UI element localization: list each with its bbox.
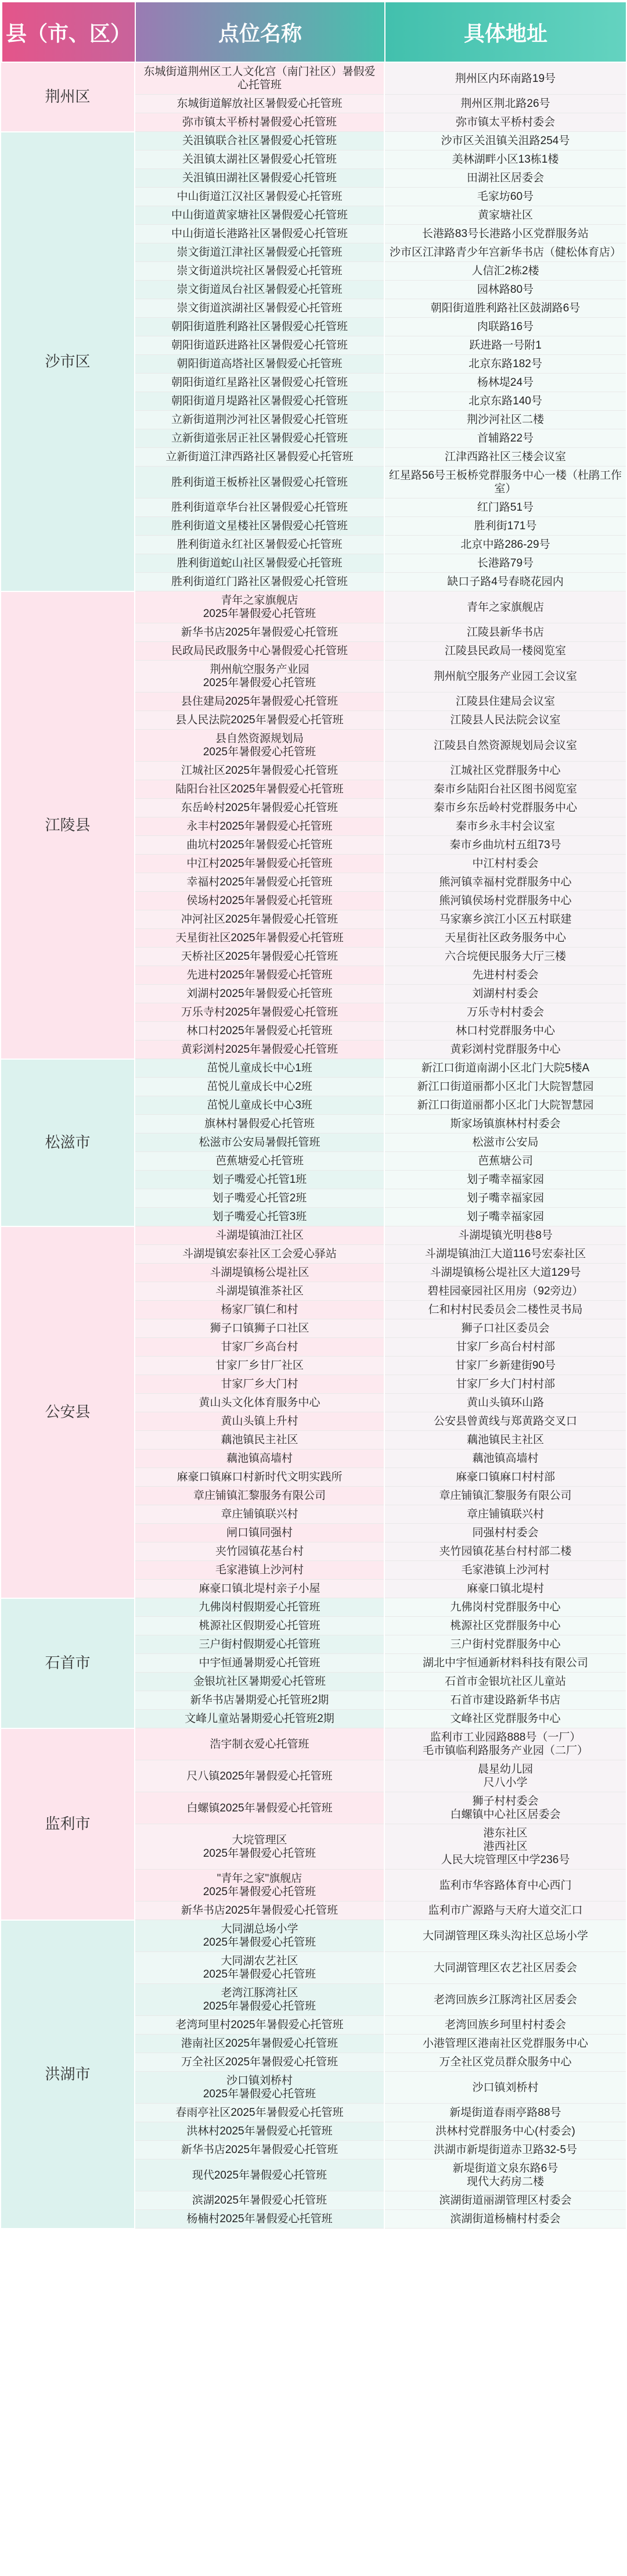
site-name-cell: "青年之家"旗舰店 2025年暑假爱心托管班	[135, 1870, 384, 1901]
address-cell: 秦市乡东岳岭村党群服务中心	[384, 799, 626, 817]
site-name-cell: 港南社区2025年暑假爱心托管班	[135, 2035, 384, 2053]
site-name-cell: 东城街道解放社区暑假爱心托管班	[135, 95, 384, 113]
address-cell: 万全社区党员群众服务中心	[384, 2053, 626, 2072]
address-cell: 江陵县人民法院会议室	[384, 711, 626, 730]
site-name-cell: 胜利街道蛇山社区暑假爱心托管班	[135, 554, 384, 573]
address-cell: 洪湖市新堤街道赤卫路32-5号	[384, 2141, 626, 2159]
address-cell: 洪林村党群服务中心(村委会)	[384, 2122, 626, 2141]
county-group	[1, 1059, 626, 1226]
county-group	[1, 591, 626, 1059]
address-cell: 甘家厂乡高台村村部	[384, 1338, 626, 1357]
address-cell: 江陵县新华书店	[384, 623, 626, 642]
county-cell: 松滋市	[1, 1059, 135, 1226]
address-cell: 麻豪口镇麻口村村部	[384, 1468, 626, 1487]
address-cell: 中江村村委会	[384, 855, 626, 873]
site-name-cell: 崇文街道江津社区暑假爱心托管班	[135, 243, 384, 262]
site-name-cell: 胜利街道红门路社区暑假爱心托管班	[135, 573, 384, 591]
site-name-cell: 立新街道张居正社区暑假爱心托管班	[135, 429, 384, 448]
address-cell: 石首市建设路新华书店	[384, 1691, 626, 1710]
county-group	[1, 132, 626, 591]
county-group	[1, 1598, 626, 1728]
county-cell: 石首市	[1, 1598, 135, 1728]
header-name: 点位名称	[135, 2, 385, 62]
address-cell: 斯家场镇旗林村村委会	[384, 1115, 626, 1133]
summer-care-table-body	[1, 63, 626, 2229]
county-cell: 江陵县	[1, 591, 135, 1059]
site-name-cell: 胜利街道王板桥社区暑假爱心托管班	[135, 467, 384, 498]
address-cell: 港东社区 港西社区 人民大垸管理区中学236号	[384, 1824, 626, 1870]
address-cell: 同强村村委会	[384, 1524, 626, 1542]
county-cell: 洪湖市	[1, 1920, 135, 2229]
address-cell: 沙市区江津路青少年宫新华书店（健松体育店）	[384, 243, 626, 262]
site-name-cell: 藕池镇民主社区	[135, 1431, 384, 1450]
table-row	[1, 63, 626, 95]
page	[1, 1, 626, 2229]
site-name-cell: 关沮镇联合社区暑假爱心托管班	[135, 132, 384, 150]
address-cell: 老湾回族乡江豚湾社区居委会	[384, 1984, 626, 2016]
site-name-cell: 麻豪口镇北堤村亲子小屋	[135, 1580, 384, 1598]
site-name-cell: 黄山头镇上升村	[135, 1412, 384, 1431]
site-name-cell: 麻豪口镇麻口村新时代文明实践所	[135, 1468, 384, 1487]
site-name-cell: 九佛岗村假期爱心托管班	[135, 1598, 384, 1617]
site-name-cell: 闸口镇同强村	[135, 1524, 384, 1542]
address-cell: 新江口街道南湖小区北门大院5楼A	[384, 1059, 626, 1078]
address-cell: 石首市金银坑社区儿童站	[384, 1673, 626, 1691]
site-name-cell: 斗湖堤镇宏泰社区工会爱心驿站	[135, 1245, 384, 1264]
address-cell: 首辅路22号	[384, 429, 626, 448]
address-cell: 夹竹园镇花基台村村部二楼	[384, 1542, 626, 1561]
address-cell: 藕池镇民主社区	[384, 1431, 626, 1450]
address-cell: 三户街村党群服务中心	[384, 1635, 626, 1654]
address-cell: 跃进路一号附1	[384, 336, 626, 355]
address-cell: 熊河镇幸福村党群服务中心	[384, 873, 626, 892]
address-cell: 斗湖堤镇油江大道116号宏泰社区	[384, 1245, 626, 1264]
site-name-cell: 茁悦儿童成长中心3班	[135, 1096, 384, 1115]
address-cell: 小港管理区港南社区党群服务中心	[384, 2035, 626, 2053]
address-cell: 划子嘴幸福家园	[384, 1208, 626, 1226]
site-name-cell: 新华书店暑期爱心托管班2期	[135, 1691, 384, 1710]
address-cell: 熊河镇侯场村党群服务中心	[384, 892, 626, 910]
site-name-cell: 县人民法院2025年暑假爱心托管班	[135, 711, 384, 730]
address-cell: 北京东路182号	[384, 355, 626, 374]
site-name-cell: 朝阳街道红星路社区暑假爱心托管班	[135, 374, 384, 392]
site-name-cell: 狮子口镇狮子口社区	[135, 1319, 384, 1338]
site-name-cell: 民政局民政服务中心暑假爱心托管班	[135, 642, 384, 661]
site-name-cell: 洪林村2025年暑假爱心托管班	[135, 2122, 384, 2141]
address-cell: 北京东路140号	[384, 392, 626, 411]
address-cell: 新堤街道春雨亭路88号	[384, 2104, 626, 2122]
address-cell: 狮子口社区委员会	[384, 1319, 626, 1338]
county-cell: 公安县	[1, 1226, 135, 1598]
address-cell: 田湖社区居委会	[384, 169, 626, 188]
site-name-cell: 天星街社区2025年暑假爱心托管班	[135, 929, 384, 948]
site-name-cell: 大同湖总场小学 2025年暑假爱心托管班	[135, 1920, 384, 1952]
address-cell: 九佛岗村党群服务中心	[384, 1598, 626, 1617]
site-name-cell: 荆州航空服务产业园 2025年暑假爱心托管班	[135, 661, 384, 693]
summer-care-table	[1, 1, 627, 63]
address-cell: 新江口街道丽都小区北门大院智慧园	[384, 1078, 626, 1096]
site-name-cell: 章庄铺镇汇黎服务有限公司	[135, 1487, 384, 1505]
site-name-cell: 立新街道荆沙河社区暑假爱心托管班	[135, 411, 384, 429]
address-cell: 沙市区关沮镇关沮路254号	[384, 132, 626, 150]
address-cell: 毛家坊60号	[384, 188, 626, 206]
site-name-cell: 茁悦儿童成长中心2班	[135, 1078, 384, 1096]
site-name-cell: 黄彩浏村2025年暑假爱心托管班	[135, 1041, 384, 1059]
site-name-cell: 中江村2025年暑假爱心托管班	[135, 855, 384, 873]
address-cell: 老湾回族乡珂里村村委会	[384, 2016, 626, 2035]
address-cell: 朝阳街道胜利路社区鼓湖路6号	[384, 299, 626, 318]
address-cell: 斗湖堤镇光明巷8号	[384, 1226, 626, 1245]
address-cell: 湖北中宇恒通新材料科技有限公司	[384, 1654, 626, 1673]
address-cell: 人信汇2栋2楼	[384, 262, 626, 281]
address-cell: 文峰社区党群服务中心	[384, 1710, 626, 1728]
site-name-cell: 大同湖农艺社区 2025年暑假爱心托管班	[135, 1952, 384, 1984]
site-name-cell: 关沮镇太湖社区暑假爱心托管班	[135, 150, 384, 169]
address-cell: 藕池镇高墙村	[384, 1450, 626, 1468]
site-name-cell: 大垸管理区 2025年暑假爱心托管班	[135, 1824, 384, 1870]
address-cell: 红星路56号王板桥党群服务中心一楼（杜鹃工作室）	[384, 467, 626, 498]
site-name-cell: 中宇恒通暑期爱心托管班	[135, 1654, 384, 1673]
site-name-cell: 藕池镇高墙村	[135, 1450, 384, 1468]
site-name-cell: 江城社区2025年暑假爱心托管班	[135, 762, 384, 780]
site-name-cell: 桃源社区假期爱心托管班	[135, 1617, 384, 1635]
address-cell: 碧桂园豪园社区用房（92旁边）	[384, 1282, 626, 1301]
address-cell: 滨湖街道杨楠村村委会	[384, 2210, 626, 2229]
table-row	[1, 1226, 626, 1245]
site-name-cell: 文峰儿童站暑期爱心托管班2期	[135, 1710, 384, 1728]
address-cell: 划子嘴幸福家园	[384, 1171, 626, 1189]
site-name-cell: 朝阳街道跃进路社区暑假爱心托管班	[135, 336, 384, 355]
site-name-cell: 划子嘴爱心托管1班	[135, 1171, 384, 1189]
address-cell: 监利市工业园路888号（一厂） 毛市镇临利路服务产业园（二厂）	[384, 1728, 626, 1760]
address-cell: 松滋市公安局	[384, 1133, 626, 1152]
table-row	[1, 591, 626, 623]
site-name-cell: 天桥社区2025年暑假爱心托管班	[135, 948, 384, 966]
address-cell: 荆州航空服务产业园工会议室	[384, 661, 626, 693]
address-cell: 监利市华容路体育中心西门	[384, 1870, 626, 1901]
address-cell: 荆州区内环南路19号	[384, 63, 626, 95]
site-name-cell: 朝阳街道高塔社区暑假爱心托管班	[135, 355, 384, 374]
site-name-cell: 甘家厂乡甘厂社区	[135, 1357, 384, 1375]
site-name-cell: 胜利街道永红社区暑假爱心托管班	[135, 536, 384, 554]
address-cell: 芭蕉塘公司	[384, 1152, 626, 1171]
site-name-cell: 林口村2025年暑假爱心托管班	[135, 1022, 384, 1041]
address-cell: 杨林堤24号	[384, 374, 626, 392]
address-cell: 晨星幼儿园 尺八小学	[384, 1760, 626, 1792]
county-group	[1, 1920, 626, 2229]
address-cell: 沙口镇刘桥村	[384, 2072, 626, 2104]
address-cell: 红门路51号	[384, 498, 626, 517]
site-name-cell: 关沮镇田湖社区暑假爱心托管班	[135, 169, 384, 188]
address-cell: 新江口街道丽都小区北门大院智慧园	[384, 1096, 626, 1115]
site-name-cell: 崇文街道凤台社区暑假爱心托管班	[135, 281, 384, 299]
address-cell: 肉联路16号	[384, 318, 626, 336]
address-cell: 章庄铺镇联兴村	[384, 1505, 626, 1524]
site-name-cell: 东城街道荆州区工人文化宫（南门社区）暑假爱心托管班	[135, 63, 384, 95]
address-cell: 仁和村村民委员会二楼性灵书局	[384, 1301, 626, 1319]
table-row	[1, 1728, 626, 1760]
header-row	[2, 2, 626, 62]
address-cell: 狮子村村委会 白螺镇中心社区居委会	[384, 1792, 626, 1824]
site-name-cell: 杨楠村2025年暑假爱心托管班	[135, 2210, 384, 2229]
address-cell: 北京中路286-29号	[384, 536, 626, 554]
site-name-cell: 先进村2025年暑假爱心托管班	[135, 966, 384, 985]
address-cell: 刘湖村村委会	[384, 985, 626, 1003]
site-name-cell: 茁悦儿童成长中心1班	[135, 1059, 384, 1078]
table-row	[1, 1059, 626, 1078]
address-cell: 毛家港镇上沙河村	[384, 1561, 626, 1580]
address-cell: 先进村村委会	[384, 966, 626, 985]
address-cell: 秦市乡曲坑村五组73号	[384, 836, 626, 855]
address-cell: 麻豪口镇北堤村	[384, 1580, 626, 1598]
site-name-cell: 斗湖堤镇油江社区	[135, 1226, 384, 1245]
site-name-cell: 松滋市公安局暑假托管班	[135, 1133, 384, 1152]
county-cell: 沙市区	[1, 132, 135, 591]
site-name-cell: 黄山头文化体育服务中心	[135, 1394, 384, 1412]
site-name-cell: 朝阳街道月堤路社区暑假爱心托管班	[135, 392, 384, 411]
address-cell: 黄山头镇环山路	[384, 1394, 626, 1412]
site-name-cell: 章庄铺镇联兴村	[135, 1505, 384, 1524]
site-name-cell: 滨湖2025年暑假爱心托管班	[135, 2191, 384, 2210]
site-name-cell: 三户街村假期爱心托管班	[135, 1635, 384, 1654]
address-cell: 大同湖管理区农艺社区居委会	[384, 1952, 626, 1984]
address-cell: 江津西路社区三楼会议室	[384, 448, 626, 467]
address-cell: 甘家厂乡新建街90号	[384, 1357, 626, 1375]
site-name-cell: 新华书店2025年暑假爱心托管班	[135, 2141, 384, 2159]
address-cell: 荆州区荆北路26号	[384, 95, 626, 113]
address-cell: 万乐寺村村委会	[384, 1003, 626, 1022]
site-name-cell: 芭蕉塘爱心托管班	[135, 1152, 384, 1171]
address-cell: 青年之家旗舰店	[384, 591, 626, 623]
address-cell: 缺口子路4号春晓花园内	[384, 573, 626, 591]
site-name-cell: 冲河社区2025年暑假爱心托管班	[135, 910, 384, 929]
address-cell: 黄彩浏村党群服务中心	[384, 1041, 626, 1059]
table-row	[1, 132, 626, 150]
site-name-cell: 斗湖堤镇杨公堤社区	[135, 1264, 384, 1282]
county-group	[1, 1226, 626, 1598]
site-name-cell: 夹竹园镇花基台村	[135, 1542, 384, 1561]
site-name-cell: 中山街道江汉社区暑假爱心托管班	[135, 188, 384, 206]
site-name-cell: 县住建局2025年暑假爱心托管班	[135, 693, 384, 711]
address-cell: 林口村党群服务中心	[384, 1022, 626, 1041]
site-name-cell: 陆阳台社区2025年暑假爱心托管班	[135, 780, 384, 799]
address-cell: 章庄铺镇汇黎服务有限公司	[384, 1487, 626, 1505]
address-cell: 江陵县住建局会议室	[384, 693, 626, 711]
site-name-cell: 春雨亭社区2025年暑假爱心托管班	[135, 2104, 384, 2122]
address-cell: 甘家厂乡大门村村部	[384, 1375, 626, 1394]
address-cell: 黄家塘社区	[384, 206, 626, 225]
address-cell: 弥市镇太平桥村委会	[384, 113, 626, 132]
header-address: 具体地址	[385, 2, 626, 62]
site-name-cell: 崇文街道滨湖社区暑假爱心托管班	[135, 299, 384, 318]
site-name-cell: 甘家厂乡大门村	[135, 1375, 384, 1394]
site-name-cell: 胜利街道章华台社区暑假爱心托管班	[135, 498, 384, 517]
address-cell: 秦市乡永丰村会议室	[384, 817, 626, 836]
address-cell: 江城社区党群服务中心	[384, 762, 626, 780]
site-name-cell: 万乐寺村2025年暑假爱心托管班	[135, 1003, 384, 1022]
site-name-cell: 县自然资源规划局 2025年暑假爱心托管班	[135, 730, 384, 762]
address-cell: 江陵县自然资源规划局会议室	[384, 730, 626, 762]
site-name-cell: 甘家厂乡高台村	[135, 1338, 384, 1357]
site-name-cell: 立新街道江津西路社区暑假爱心托管班	[135, 448, 384, 467]
table-row	[1, 1920, 626, 1952]
address-cell: 长港路83号长港路小区党群服务站	[384, 225, 626, 243]
address-cell: 园林路80号	[384, 281, 626, 299]
site-name-cell: 万全社区2025年暑假爱心托管班	[135, 2053, 384, 2072]
address-cell: 长港路79号	[384, 554, 626, 573]
site-name-cell: 永丰村2025年暑假爱心托管班	[135, 817, 384, 836]
site-name-cell: 老湾江豚湾社区 2025年暑假爱心托管班	[135, 1984, 384, 2016]
site-name-cell: 侯场村2025年暑假爱心托管班	[135, 892, 384, 910]
site-name-cell: 金银坑社区暑期爱心托管班	[135, 1673, 384, 1691]
header-county: 县（市、区）	[2, 2, 135, 62]
address-cell: 滨湖街道丽湖管理区村委会	[384, 2191, 626, 2210]
county-group	[1, 63, 626, 132]
site-name-cell: 划子嘴爱心托管3班	[135, 1208, 384, 1226]
site-name-cell: 东岳岭村2025年暑假爱心托管班	[135, 799, 384, 817]
site-name-cell: 朝阳街道胜利路社区暑假爱心托管班	[135, 318, 384, 336]
site-name-cell: 浩宇制衣爱心托管班	[135, 1728, 384, 1760]
site-name-cell: 弥市镇太平桥村暑假爱心托管班	[135, 113, 384, 132]
site-name-cell: 杨家厂镇仁和村	[135, 1301, 384, 1319]
site-name-cell: 毛家港镇上沙河村	[135, 1561, 384, 1580]
address-cell: 新堤街道文泉东路6号 现代大药房二楼	[384, 2159, 626, 2191]
address-cell: 荆沙河社区二楼	[384, 411, 626, 429]
site-name-cell: 中山街道黄家塘社区暑假爱心托管班	[135, 206, 384, 225]
county-cell: 监利市	[1, 1728, 135, 1920]
site-name-cell: 中山街道长港路社区暑假爱心托管班	[135, 225, 384, 243]
address-cell: 美林湖畔小区13栋1楼	[384, 150, 626, 169]
site-name-cell: 沙口镇刘桥村 2025年暑假爱心托管班	[135, 2072, 384, 2104]
site-name-cell: 老湾珂里村2025年暑假爱心托管班	[135, 2016, 384, 2035]
site-name-cell: 新华书店2025年暑假爱心托管班	[135, 1901, 384, 1920]
address-cell: 斗湖堤镇杨公堤社区大道129号	[384, 1264, 626, 1282]
table-body	[1, 63, 626, 2229]
address-cell: 监利市广源路与天府大道交汇口	[384, 1901, 626, 1920]
address-cell: 划子嘴幸福家园	[384, 1189, 626, 1208]
address-cell: 秦市乡陆阳台社区图书阅览室	[384, 780, 626, 799]
site-name-cell: 幸福村2025年暑假爱心托管班	[135, 873, 384, 892]
site-name-cell: 胜利街道文星楼社区暑假爱心托管班	[135, 517, 384, 536]
address-cell: 桃源社区党群服务中心	[384, 1617, 626, 1635]
address-cell: 大同湖管理区珠头沟社区总场小学	[384, 1920, 626, 1952]
site-name-cell: 斗湖堤镇淮茶社区	[135, 1282, 384, 1301]
site-name-cell: 崇文街道洪垸社区暑假爱心托管班	[135, 262, 384, 281]
address-cell: 公安县曾黄线与郑黄路交叉口	[384, 1412, 626, 1431]
address-cell: 马家寨乡滨江小区五村联建	[384, 910, 626, 929]
site-name-cell: 曲坑村2025年暑假爱心托管班	[135, 836, 384, 855]
table-row	[1, 1598, 626, 1617]
site-name-cell: 划子嘴爱心托管2班	[135, 1189, 384, 1208]
site-name-cell: 新华书店2025年暑假爱心托管班	[135, 623, 384, 642]
site-name-cell: 尺八镇2025年暑假爱心托管班	[135, 1760, 384, 1792]
site-name-cell: 白螺镇2025年暑假爱心托管班	[135, 1792, 384, 1824]
site-name-cell: 青年之家旗舰店 2025年暑假爱心托管班	[135, 591, 384, 623]
address-cell: 六合垸便民服务大厅三楼	[384, 948, 626, 966]
site-name-cell: 现代2025年暑假爱心托管班	[135, 2159, 384, 2191]
site-name-cell: 刘湖村2025年暑假爱心托管班	[135, 985, 384, 1003]
address-cell: 江陵县民政局一楼阅览室	[384, 642, 626, 661]
site-name-cell: 旗林村暑假爱心托管班	[135, 1115, 384, 1133]
address-cell: 胜利街171号	[384, 517, 626, 536]
county-group	[1, 1728, 626, 1920]
address-cell: 天星街社区政务服务中心	[384, 929, 626, 948]
county-cell: 荆州区	[1, 63, 135, 132]
